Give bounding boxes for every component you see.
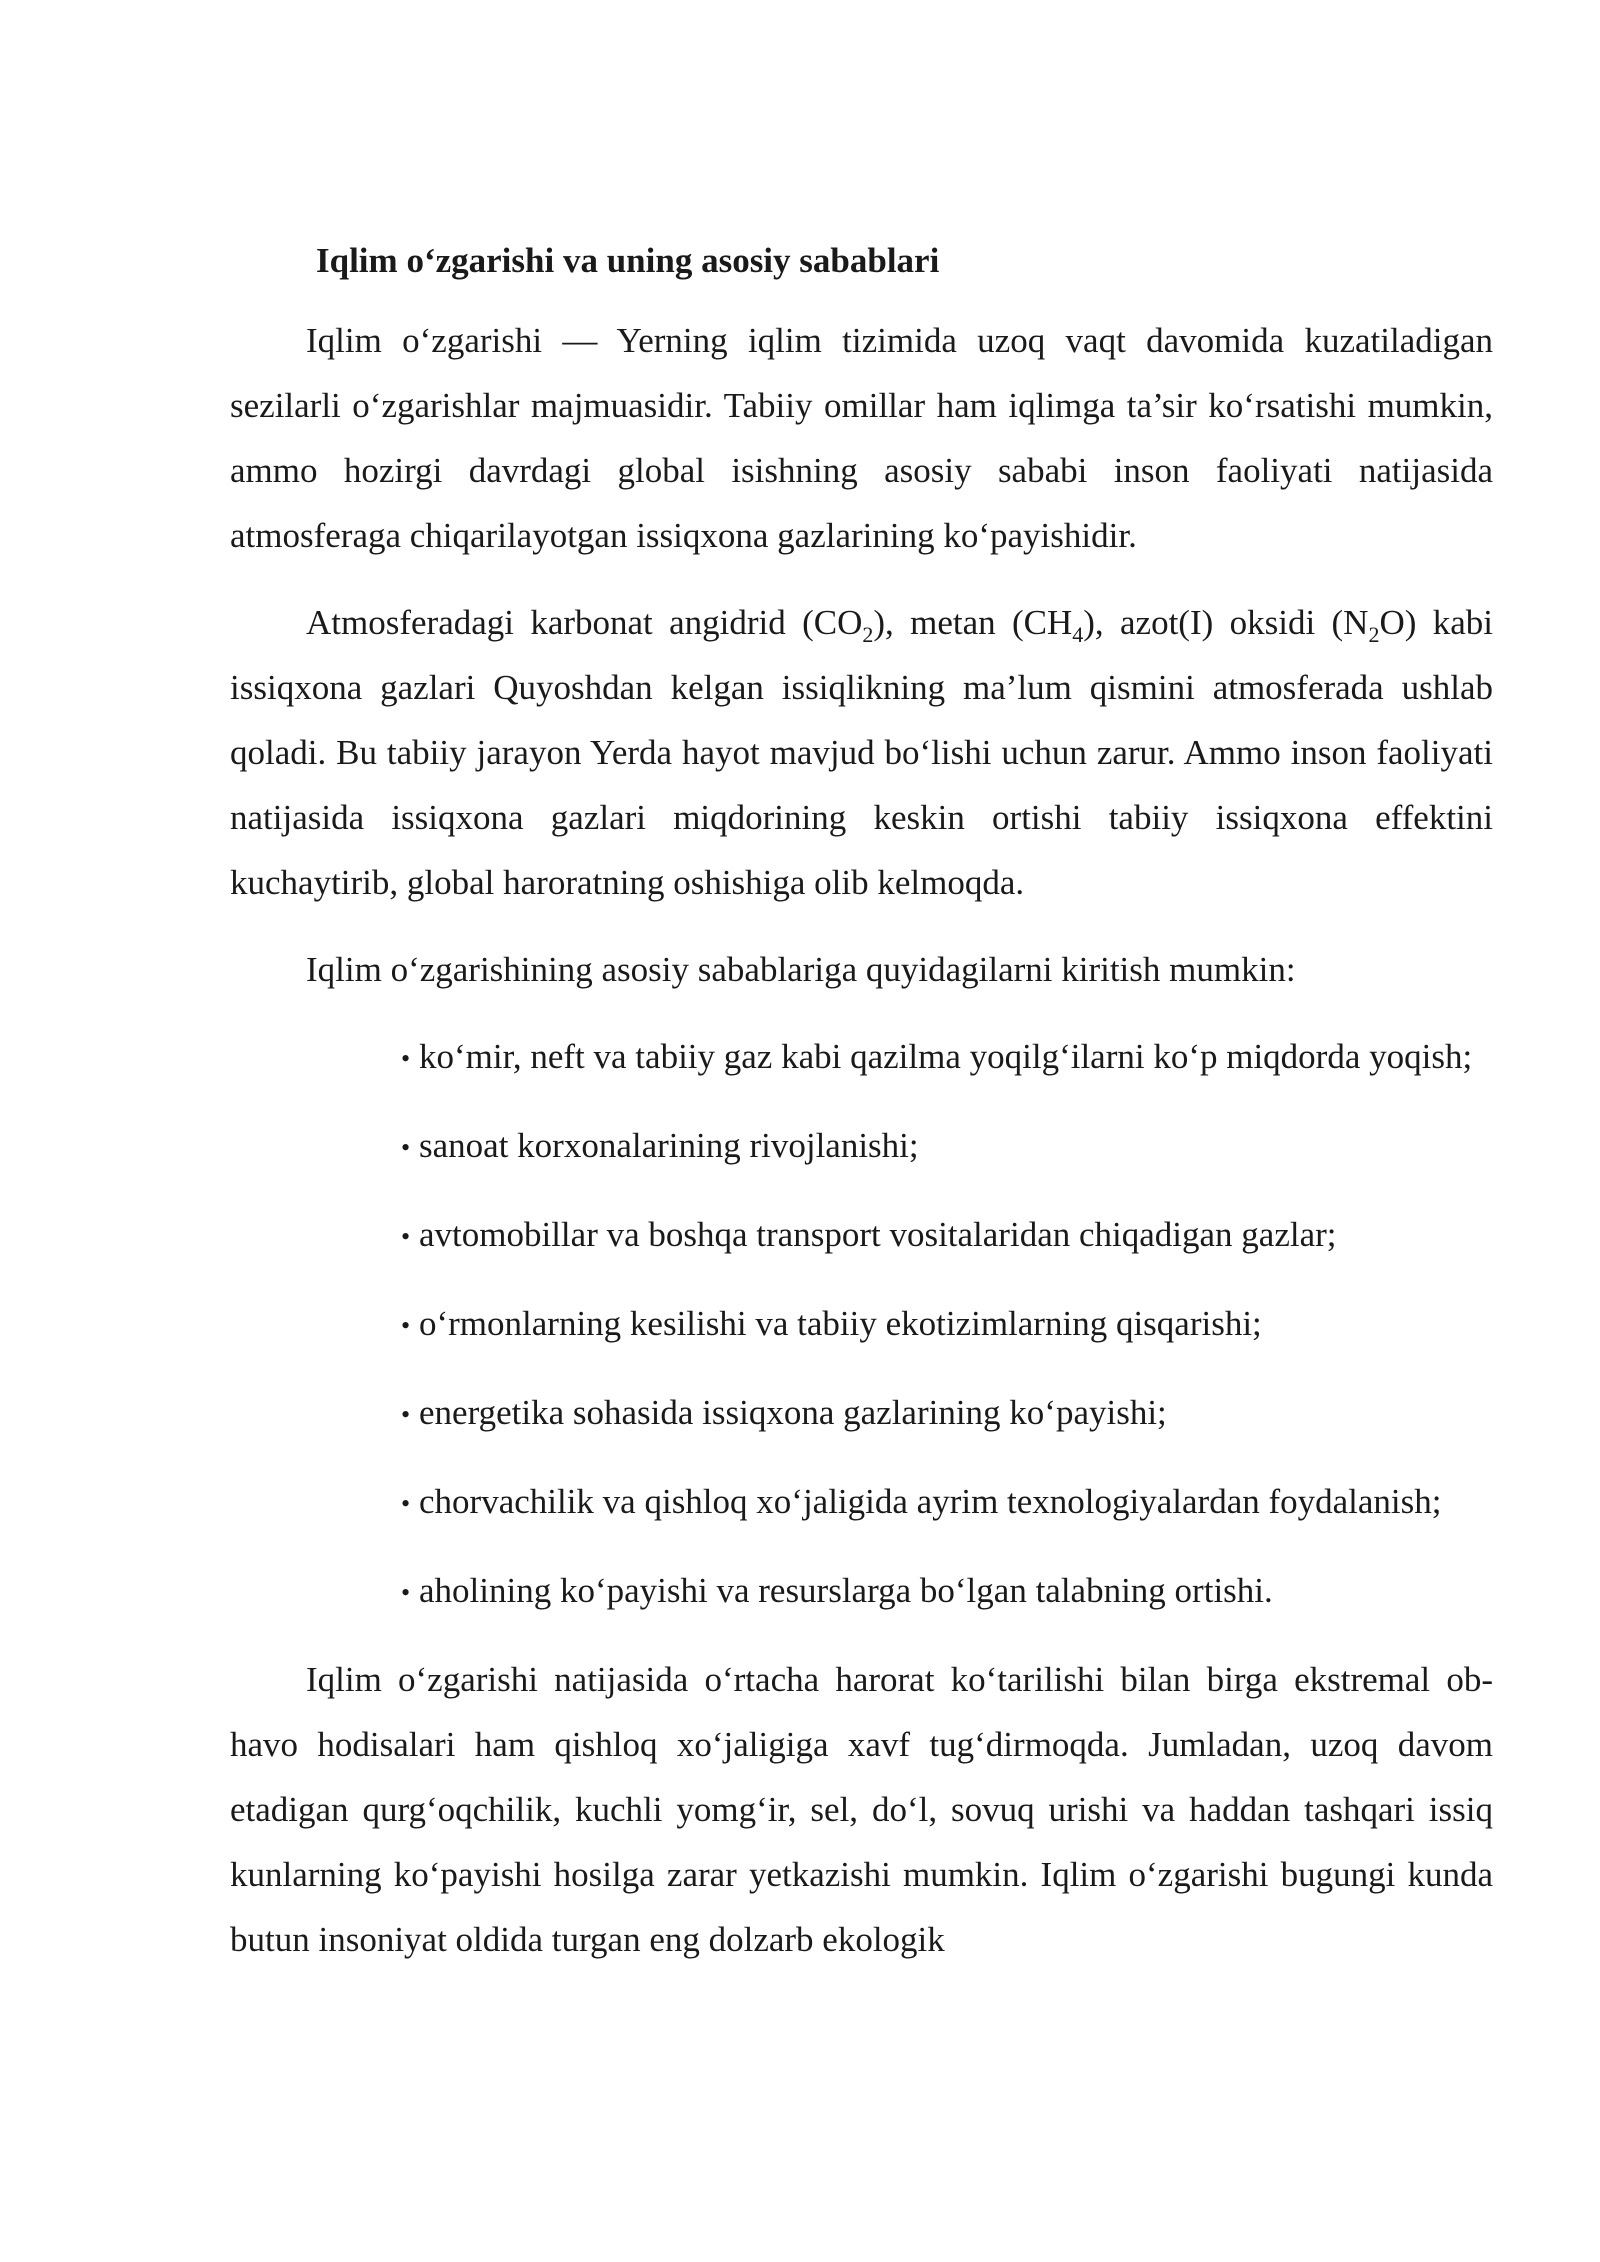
subscript-ch4: 4 <box>1072 622 1084 647</box>
paragraph-text-segment: ), metan (CH <box>873 603 1073 642</box>
list-item-text: ko‘mir, neft va tabiiy gaz kabi qazilma yoqilg‘ilarni ko‘p miqdorda yoqish; <box>419 1037 1473 1076</box>
subscript-co2: 2 <box>862 622 874 647</box>
bullet-icon: • <box>401 1311 411 1340</box>
causes-list <box>230 1024 1493 1625</box>
paragraph-greenhouse-gases <box>230 590 1493 915</box>
list-item-text: aholining ko‘payishi va resurslarga bo‘lgan talabning ortishi. <box>419 1571 1273 1610</box>
document-body <box>230 236 1493 1994</box>
bullet-icon: • <box>401 1044 411 1073</box>
list-item <box>327 1024 1493 1091</box>
list-item <box>327 1113 1493 1180</box>
list-item-text: energetika sohasida issiqxona gazlarining ko‘payishi; <box>419 1393 1167 1432</box>
list-item-text: o‘rmonlarning kesilishi va tabiiy ekotizimlarning qisqarishi; <box>419 1304 1262 1343</box>
bullet-icon: • <box>401 1222 411 1251</box>
paragraph-text-segment: Atmosferadagi karbonat angidrid (CO <box>306 603 863 642</box>
list-item <box>327 1380 1493 1447</box>
bullet-icon: • <box>401 1489 411 1518</box>
list-intro: Iqlim o‘zgarishining asosiy sabablariga quyidagilarni kiritish mumkin: <box>306 950 1296 989</box>
subscript-n2o: 2 <box>1368 622 1380 647</box>
paragraph-text-segment: O) kabi issiqxona gazlari Quyoshdan kelgan issiqlikning ma’lum qismini atmosferada ushlab qoladi. Bu tabiiy jarayon Yerda hayot mavjud bo‘lishi uchun zarur. Ammo inson faoliyati natijasida issiqxona gazlari miqdorining keskin ortishi tabiiy issiqxona effektini kuchaytirib, global haroratning oshishiga olib kelmoqda. <box>230 603 1493 902</box>
bullet-icon: • <box>401 1578 411 1607</box>
list-item-text: chorvachilik va qishloq xo‘jaligida ayrim texnologiyalardan foydalanish; <box>419 1482 1442 1521</box>
list-item <box>327 1291 1493 1358</box>
list-item-text: avtomobillar va boshqa transport vositalaridan chiqadigan gazlar; <box>419 1215 1337 1254</box>
document-title: Iqlim o‘zgarishi va uning asosiy sabablari <box>316 241 940 280</box>
list-item <box>327 1202 1493 1269</box>
list-item-text: sanoat korxonalarining rivojlanishi; <box>419 1126 919 1165</box>
paragraph-definition: Iqlim o‘zgarishi — Yerning iqlim tizimida uzoq vaqt davomida kuzatiladigan sezilarli o‘zgarishlar majmuasidir. Tabiiy omillar ham iqlimga ta’sir ko‘rsatishi mumkin, ammo hozirgi davrdagi global isishning asosiy sababi inson faoliyati natijasida atmosferaga chiqarilayotgan issiqxona gazlarining ko‘payishidir. <box>230 321 1493 555</box>
bullet-icon: • <box>401 1400 411 1429</box>
paragraph-text-segment: ), azot(I) oksidi (N <box>1083 603 1369 642</box>
list-item <box>327 1469 1493 1536</box>
paragraph-consequences: Iqlim o‘zgarishi natijasida o‘rtacha harorat ko‘tarilishi bilan birga ekstremal ob-havo hodisalari ham qishloq xo‘jaligiga xavf tug‘dirmoqda. Jumladan, uzoq davom etadigan qurg‘oqchilik, kuchli yomg‘ir, sel, do‘l, sovuq urishi va haddan tashqari issiq kunlarning ko‘payishi hosilga zarar yetkazishi mumkin. Iqlim o‘zgarishi bugungi kunda butun insoniyat oldida turgan eng dolzarb ekologik <box>230 1660 1493 1959</box>
bullet-icon: • <box>401 1133 411 1162</box>
list-item <box>327 1558 1493 1625</box>
